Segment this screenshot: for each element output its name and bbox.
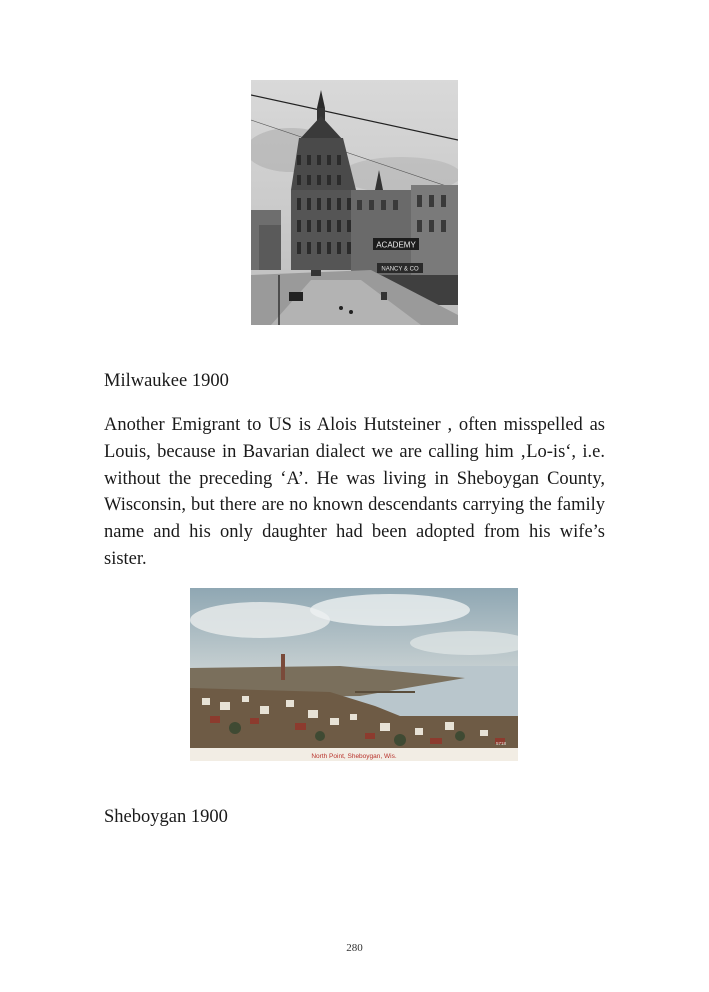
postcard-number: 5718: [495, 741, 506, 746]
body-paragraph: Another Emigrant to US is Alois Hutsteiner , often misspelled as Louis, because in Bavarian dialect we are calling him ‚Lo-is‘, i.e. without the preceding ‘A’. He was living in Sheboygan County, Wisconsin, but there are no known descendants carrying the family name and his only daughter had been adopted from his wife’s sister.: [104, 415, 605, 569]
store-sign: NANCY & CO: [381, 266, 419, 273]
page-number: 280: [346, 942, 363, 954]
sheboygan-caption: Sheboygan 1900: [104, 807, 228, 827]
milwaukee-photo: [251, 80, 458, 325]
sheboygan-postcard: [190, 588, 518, 761]
postcard-caption: North Point, Sheboygan, Wis.: [311, 753, 397, 760]
academy-sign: ACADEMY: [376, 240, 416, 250]
milwaukee-caption: Milwaukee 1900: [104, 371, 229, 391]
